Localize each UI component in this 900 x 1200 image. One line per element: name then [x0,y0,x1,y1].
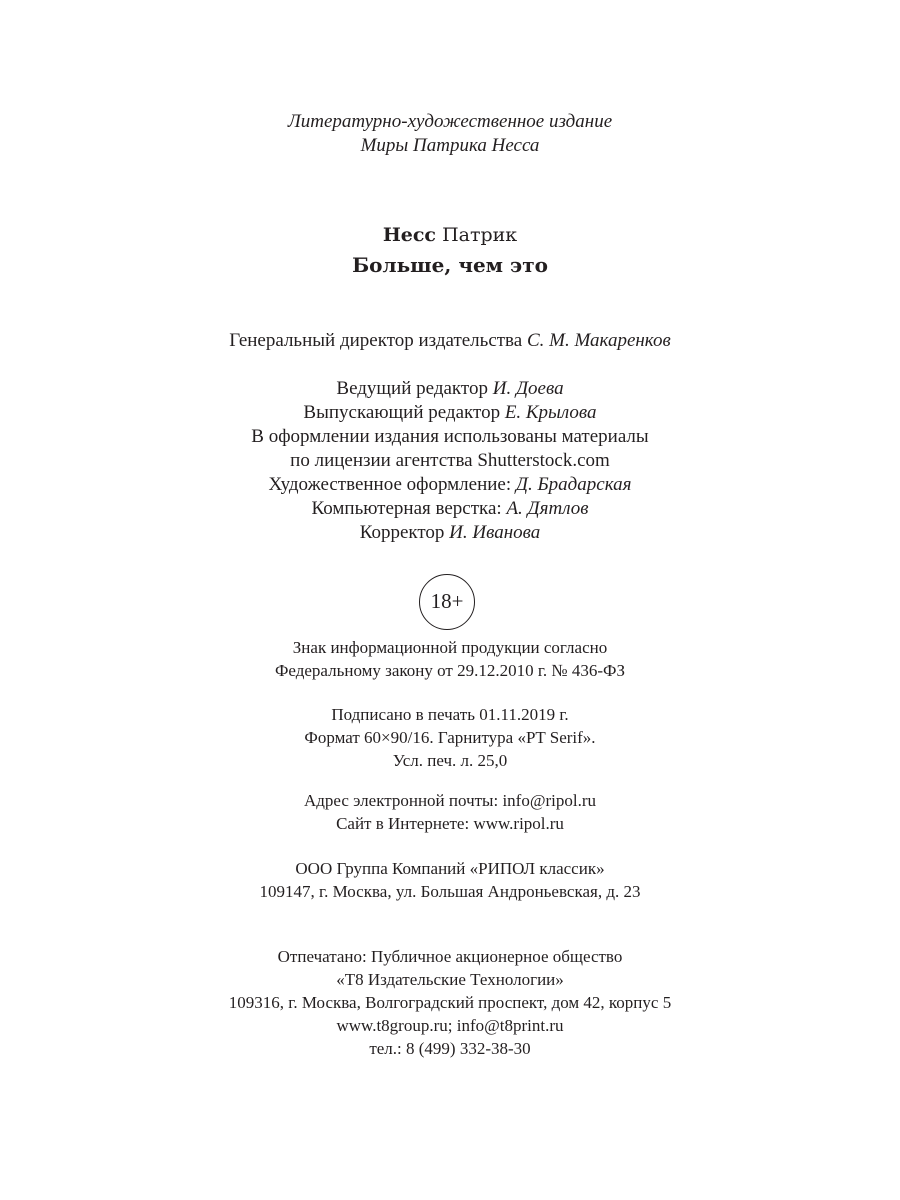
printer-info [0,945,900,1060]
contacts [0,789,900,835]
credit-line: Ведущий редактор И. Доева [336,378,564,399]
company-name: ООО Группа Компаний «РИПОЛ классик» [295,859,605,878]
site-line: Сайт в Интернете: www.ripol.ru [336,814,564,833]
credit-line: Выпускающий редактор Е. Крылова [303,402,597,423]
author-surname: Несс [382,224,437,246]
author [0,222,900,248]
signed-date: Подписано в печать 01.11.2019 г. [331,705,569,724]
director-label: Генеральный директор издательства [229,330,523,351]
age-rating-badge: 18+ [419,574,475,630]
publisher-company [0,857,900,903]
author-name: Патрик [442,224,518,246]
law-line: Федеральному закону от 29.12.2010 г. № 436-ФЗ [274,661,625,680]
series-info [0,110,900,158]
credit-line: Компьютерная верстка: А. Дятлов [311,498,589,519]
edition-type: Литературно-художественное издание [287,111,613,132]
email-line: Адрес электронной почты: info@ripol.ru [303,791,596,810]
title-block [0,222,900,282]
editorial-credits [0,377,900,545]
credit-line: Художественное оформление: Д. Брадарская [268,474,632,495]
printer-line: www.t8group.ru; info@t8print.ru [336,1016,564,1035]
printer-line: «Т8 Издательские Технологии» [336,970,564,989]
print-info [0,703,900,772]
director-name: С. М. Макаренков [526,330,671,351]
law-notice [0,636,900,682]
format-info: Формат 60×90/16. Гарнитура «PT Serif». [304,728,596,747]
sheets-info: Усл. печ. л. 25,0 [392,751,508,770]
printer-line: 109316, г. Москва, Волгоградский проспект, дом 42, корпус 5 [228,993,672,1012]
printer-line: Отпечатано: Публичное акционерное общество [277,947,623,966]
credit-line: Корректор И. Иванова [359,522,541,543]
series-name: Миры Патрика Несса [360,135,540,156]
book-title: Больше, чем это [352,253,548,277]
company-address: 109147, г. Москва, ул. Большая Андроньевская, д. 23 [259,882,641,901]
printer-line: тел.: 8 (499) 332-38-30 [369,1039,531,1058]
credit-line: по лицензии агентства Shutterstock.com [290,450,610,471]
director-credit [0,329,900,353]
law-line: Знак информационной продукции согласно [292,638,608,657]
credit-line: В оформлении издания использованы материалы [251,426,649,447]
